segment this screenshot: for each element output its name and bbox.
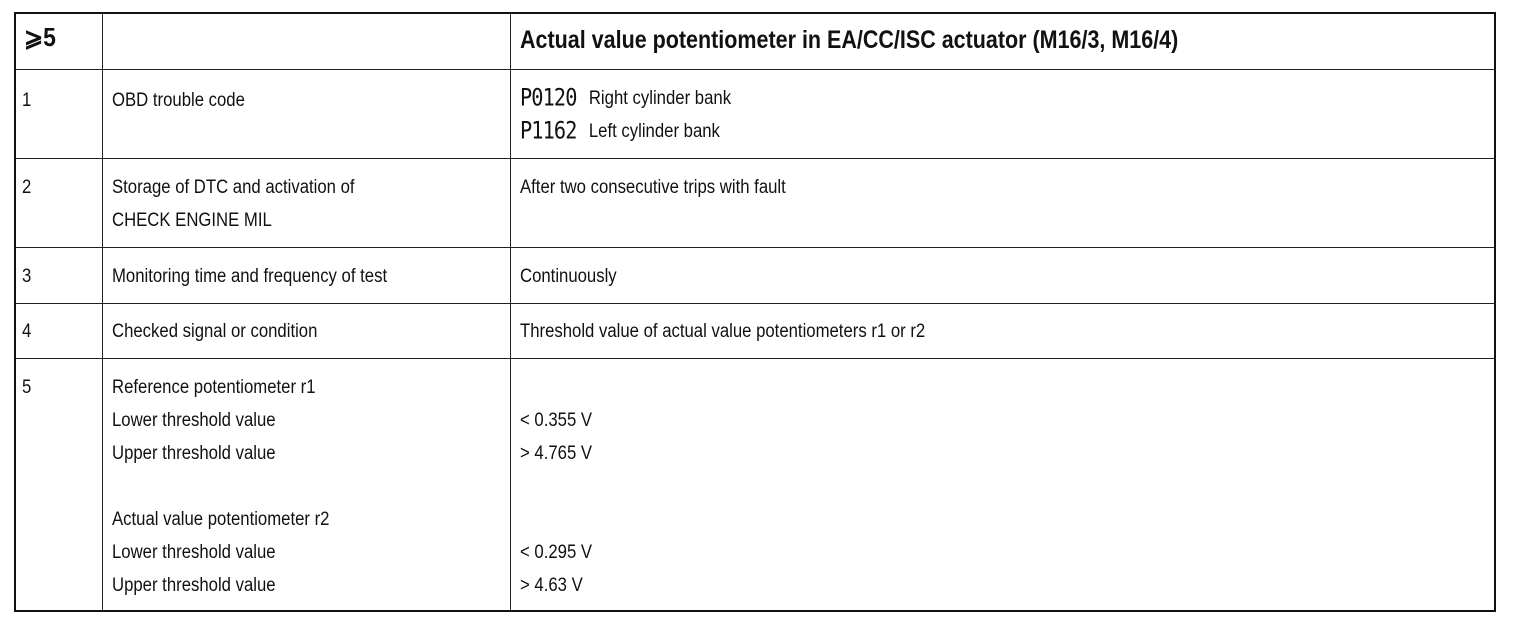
trouble-code: P0120 [520,84,577,112]
row-value: After two consecutive trips with fault [520,177,786,198]
row-label: Storage of DTC and activation of CHECK ENGINE MIL [112,177,355,231]
table-title: Actual value potentiometer in EA/CC/ISC actuator (M16/3, M16/4) [520,26,1179,54]
table-row [16,359,1494,610]
threshold-value: > 4.765 V [520,443,593,464]
trouble-code-item [520,82,731,115]
diagnostic-table [14,12,1496,612]
row-number: 1 [22,90,32,111]
trouble-code-description: Left cylinder bank [588,121,720,142]
threshold-value: < 0.295 V [520,542,593,563]
trouble-code-description: Right cylinder bank [588,88,732,109]
row-label: Checked signal or condition [112,321,318,342]
trouble-code: P1162 [520,117,577,145]
potentiometer-title: Actual value potentiometer r2 [112,509,330,530]
table-row [16,304,1494,359]
potentiometer-title: Reference potentiometer r1 [112,377,316,398]
table-header-row [16,14,1494,70]
table-row [16,248,1494,304]
row-number: 3 [22,266,32,287]
threshold-label: Lower threshold value [112,542,276,563]
threshold-value: < 0.355 V [520,410,593,431]
trouble-code-list [520,82,731,148]
row-value: Threshold value of actual value potentiometers r1 or r2 [520,321,926,342]
column-divider [102,14,103,610]
step-number: ⩾5 [24,22,56,52]
table-row [16,70,1494,159]
threshold-label: Upper threshold value [112,575,276,596]
row-label: Monitoring time and frequency of test [112,266,388,287]
threshold-values [520,371,592,602]
row-number: 4 [22,321,32,342]
row-number: 5 [22,377,32,398]
row-value: Continuously [520,266,617,287]
column-divider [510,14,511,610]
row-number: 2 [22,177,32,198]
threshold-labels [112,371,329,602]
threshold-label: Upper threshold value [112,443,276,464]
table-row [16,159,1494,248]
threshold-value: > 4.63 V [520,575,583,596]
trouble-code-item [520,115,731,148]
row-label: OBD trouble code [112,90,245,111]
threshold-label: Lower threshold value [112,410,276,431]
